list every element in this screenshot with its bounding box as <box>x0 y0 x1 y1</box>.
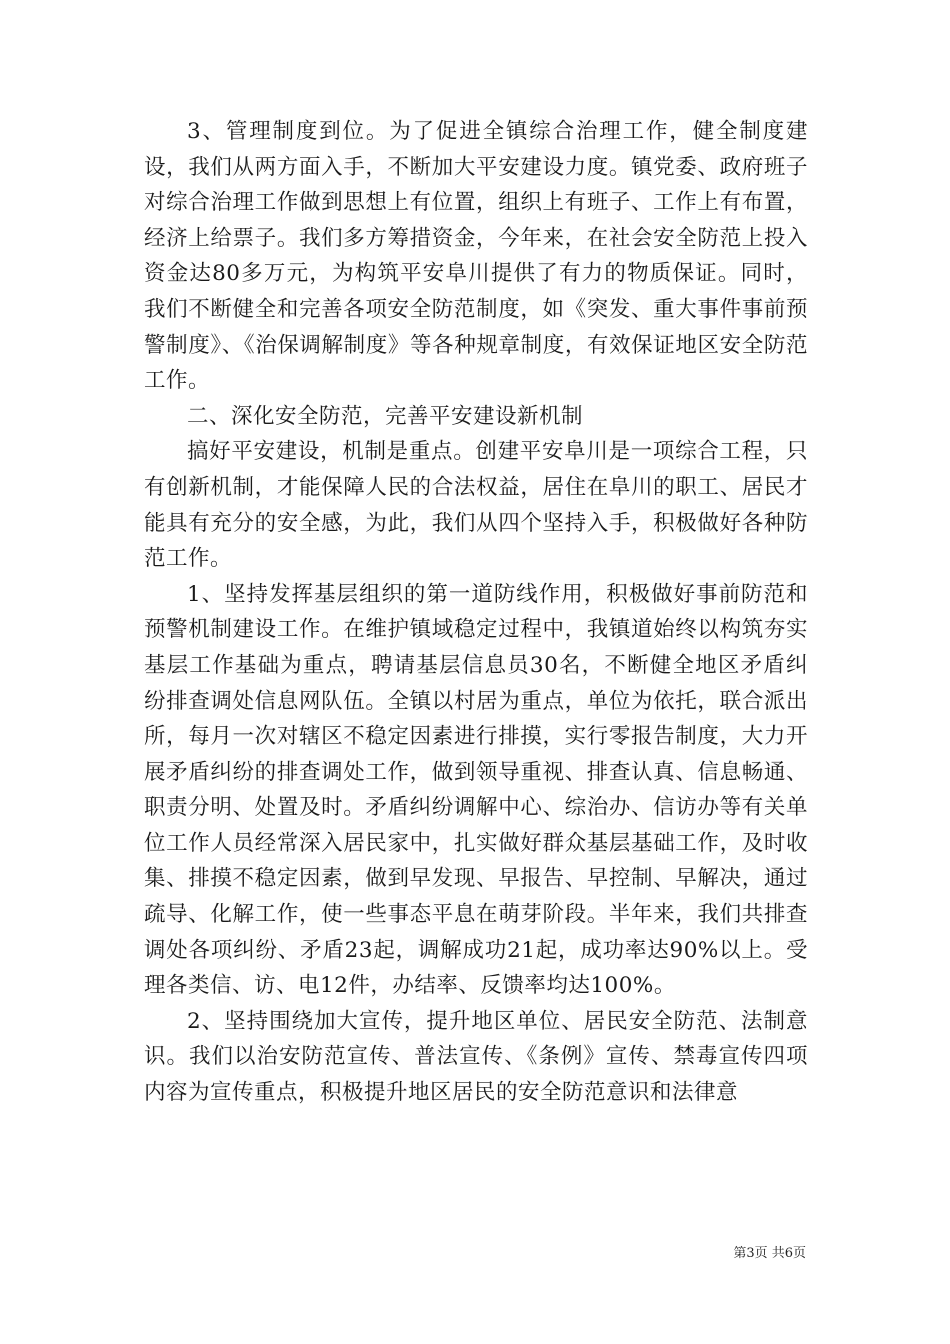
paragraph-management-system: 3、管理制度到位。为了促进全镇综合治理工作，健全制度建设，我们从两方面入手，不断加大平安建设力度。镇党委、政府班子对综合治理工作做到思想上有位置，组织上有班子、工作上有布置，经济上给票子。我们多方筹措资金，今年来，在社会安全防范上投入资金达80多万元，为构筑平安阜川提供了有力的物质保证。同时，我们不断健全和完善各项安全防范制度，如《突发、重大事件事前预警制度》、《治保调解制度》等各种规章制度，有效保证地区安全防范工作。 <box>144 119 808 394</box>
section-heading-2: 二、深化安全防范，完善平安建设新机制 <box>187 403 584 429</box>
page-number-footer: 第3页 共6页 <box>733 1246 806 1261</box>
paragraph-mechanism: 搞好平安建设，机制是重点。创建平安阜川是一项综合工程，只有创新机制，才能保障人民的合法权益，居住在阜川的职工、居民才能具有充分的安全感，为此，我们从四个坚持入手，积极做好各种防范工作。 <box>144 439 808 572</box>
paragraph-item-2: 2、坚持围绕加大宣传，提升地区单位、居民安全防范、法制意识。我们以治安防范宣传、普法宣传、《条例》宣传、禁毒宣传四项内容为宣传重点，积极提升地区居民的安全防范意识和法律意 <box>144 1008 808 1106</box>
document-body <box>144 114 808 1111</box>
paragraph-item-1: 1、坚持发挥基层组织的第一道防线作用，积极做好事前防范和预警机制建设工作。在维护镇域稳定过程中，我镇道始终以构筑夯实基层工作基础为重点，聘请基层信息员30名，不断健全地区矛盾纠纷排查调处信息网队伍。全镇以村居为重点，单位为依托，联合派出所，每月一次对辖区不稳定因素进行排摸，实行零报告制度，大力开展矛盾纠纷的排查调处工作，做到领导重视、排查认真、信息畅通、职责分明、处置及时。矛盾纠纷调解中心、综治办、信访办等有关单位工作人员经常深入居民家中，扎实做好群众基层基础工作，及时收集、排摸不稳定因素，做到早发现、早报告、早控制、早解决，通过疏导、化解工作，使一些事态平息在萌芽阶段。半年来，我们共排查调处各项纠纷、矛盾23起，调解成功21起，成功率达90%以上。受理各类信、访、电12件，办结率、反馈率均达100%。 <box>144 581 808 999</box>
